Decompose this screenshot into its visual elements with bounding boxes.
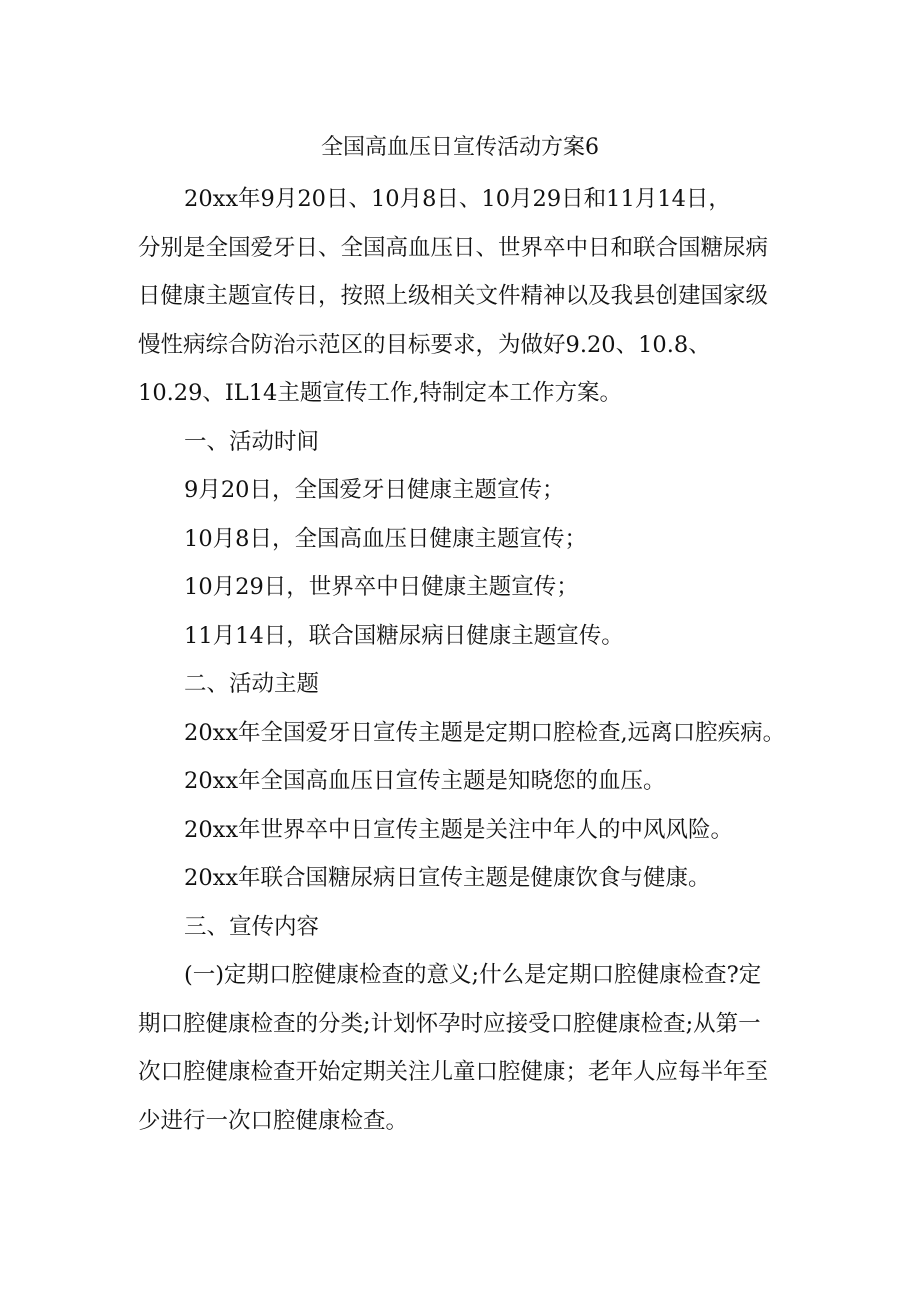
text-line: 9月20日，全国爱牙日健康主题宣传； — [184, 477, 565, 503]
text-line: 三、宣传内容 — [184, 913, 320, 940]
text-line: 20xx年全国高血压日宣传主题是知晓您的血压。 — [184, 768, 666, 794]
text-line: 11月14日，联合国糖尿病日健康主题宣传。 — [184, 622, 624, 649]
text-line: (一)定期口腔健康检查的意义;什么是定期口腔健康检查?定 — [184, 962, 762, 988]
text-line: 分别是全国爱牙日、全国高血压日、世界卒中日和联合国糖尿病 — [138, 234, 769, 261]
text-line: 20xx年全国爱牙日宣传主题是定期口腔检查,远离口腔疾病。 — [184, 719, 786, 746]
text-line: 期口腔健康检查的分类;计划怀孕时应接受口腔健康检查;从第一 — [138, 1010, 761, 1037]
text-line: 日健康主题宣传日，按照上级相关文件精神以及我县创建国家级 — [138, 283, 769, 309]
text-line: 10月29日，世界卒中日健康主题宣传； — [184, 574, 579, 600]
text-line: 20xx年世界卒中日宣传主题是关注中年人的中风风险。 — [184, 816, 734, 843]
text-line: 少进行一次口腔健康检查。 — [138, 1107, 409, 1134]
text-line: 次口腔健康检查开始定期关注儿童口腔健康；老年人应每半年至 — [138, 1059, 769, 1085]
text-line: 10月8日，全国高血压日健康主题宣传； — [184, 525, 587, 552]
text-line: 20xx年9月20日、10月8日、10月29日和11月14日， — [184, 186, 731, 212]
text-line: 二、活动主题 — [184, 671, 320, 697]
document-title: 全国高血压日宣传活动方案6 — [321, 135, 599, 160]
text-line: 20xx年联合国糖尿病日宣传主题是健康饮食与健康。 — [184, 865, 711, 891]
text-line: 10.29、IL14主题宣传工作,特制定本工作方案。 — [138, 380, 623, 406]
document-body — [138, 181, 790, 1151]
text-line: 慢性病综合防治示范区的目标要求，为做好9.20、10.8、 — [138, 331, 711, 358]
text-line: 一、活动时间 — [184, 428, 320, 455]
